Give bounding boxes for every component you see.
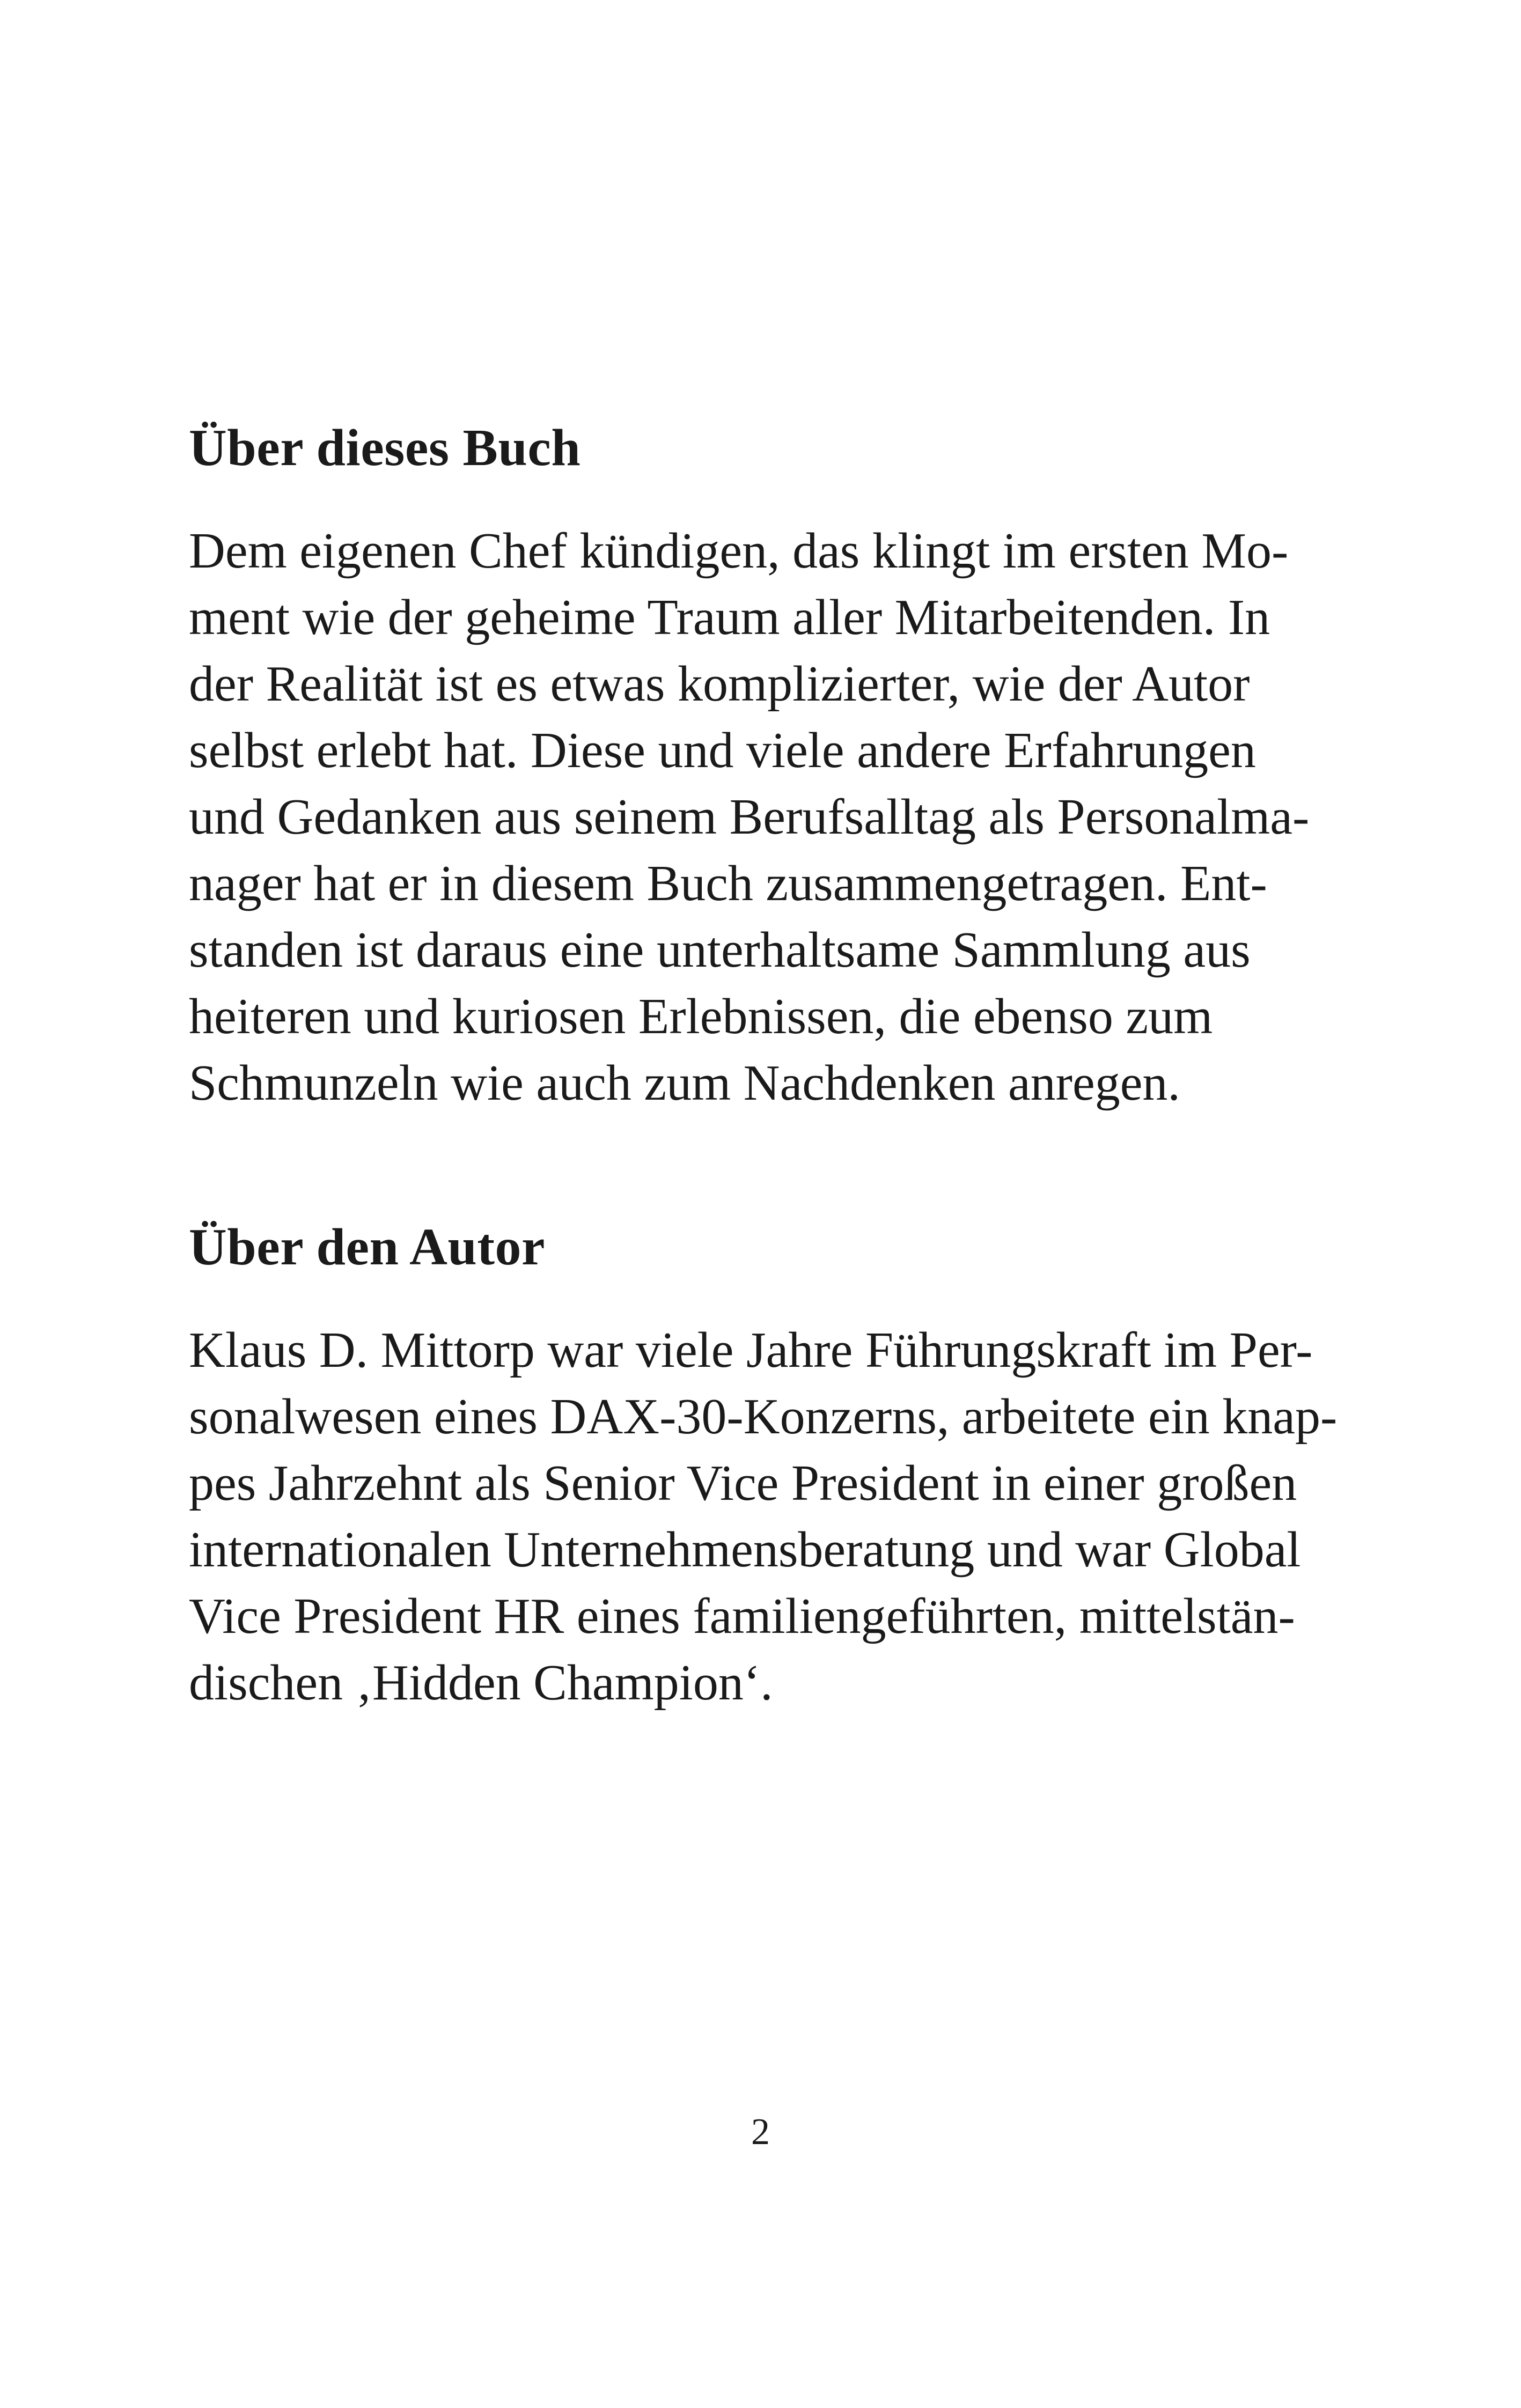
about-author-line: Vice President HR eines familiengeführten, mittelstän- xyxy=(189,1588,1295,1644)
about-book-line: selbst erlebt hat. Diese und viele andere Erfahrungen xyxy=(189,723,1256,778)
about-book-line: standen ist daraus eine unterhaltsame Sammlung aus xyxy=(189,922,1251,978)
about-author-line: Klaus D. Mittorp war viele Jahre Führungskraft im Per- xyxy=(189,1322,1313,1378)
about-author-line: sonalwesen eines DAX-30-Konzerns, arbeitete ein knap- xyxy=(189,1389,1338,1445)
about-book-line: heiteren und kuriosen Erlebnissen, die ebenso zum xyxy=(189,989,1213,1044)
about-book-line: Schmunzeln wie auch zum Nachdenken anregen. xyxy=(189,1055,1180,1111)
about-book-section xyxy=(189,416,1342,1116)
about-book-text xyxy=(189,518,1342,1116)
about-author-line: pes Jahrzehnt als Senior Vice President in einer großen xyxy=(189,1455,1297,1511)
about-author-text xyxy=(189,1317,1342,1716)
about-author-heading: Über den Autor xyxy=(189,1218,546,1276)
about-author-line: dischen ‚Hidden Champion‘. xyxy=(189,1655,773,1711)
about-author-line: internationalen Unternehmensberatung und war Global xyxy=(189,1522,1301,1578)
about-book-line: ment wie der geheime Traum aller Mitarbeitenden. In xyxy=(189,590,1270,645)
page-number: 2 xyxy=(751,2111,770,2153)
about-book-line: Dem eigenen Chef kündigen, das klingt im ersten Mo- xyxy=(189,523,1289,579)
about-book-heading: Über dieses Buch xyxy=(189,419,581,477)
about-author-section xyxy=(189,1215,1342,1716)
about-book-line: nager hat er in diesem Buch zusammengetragen. Ent- xyxy=(189,856,1267,911)
about-book-line: der Realität ist es etwas komplizierter, wie der Autor xyxy=(189,656,1250,712)
about-book-line: und Gedanken aus seinem Berufsalltag als Personalma- xyxy=(189,789,1310,845)
